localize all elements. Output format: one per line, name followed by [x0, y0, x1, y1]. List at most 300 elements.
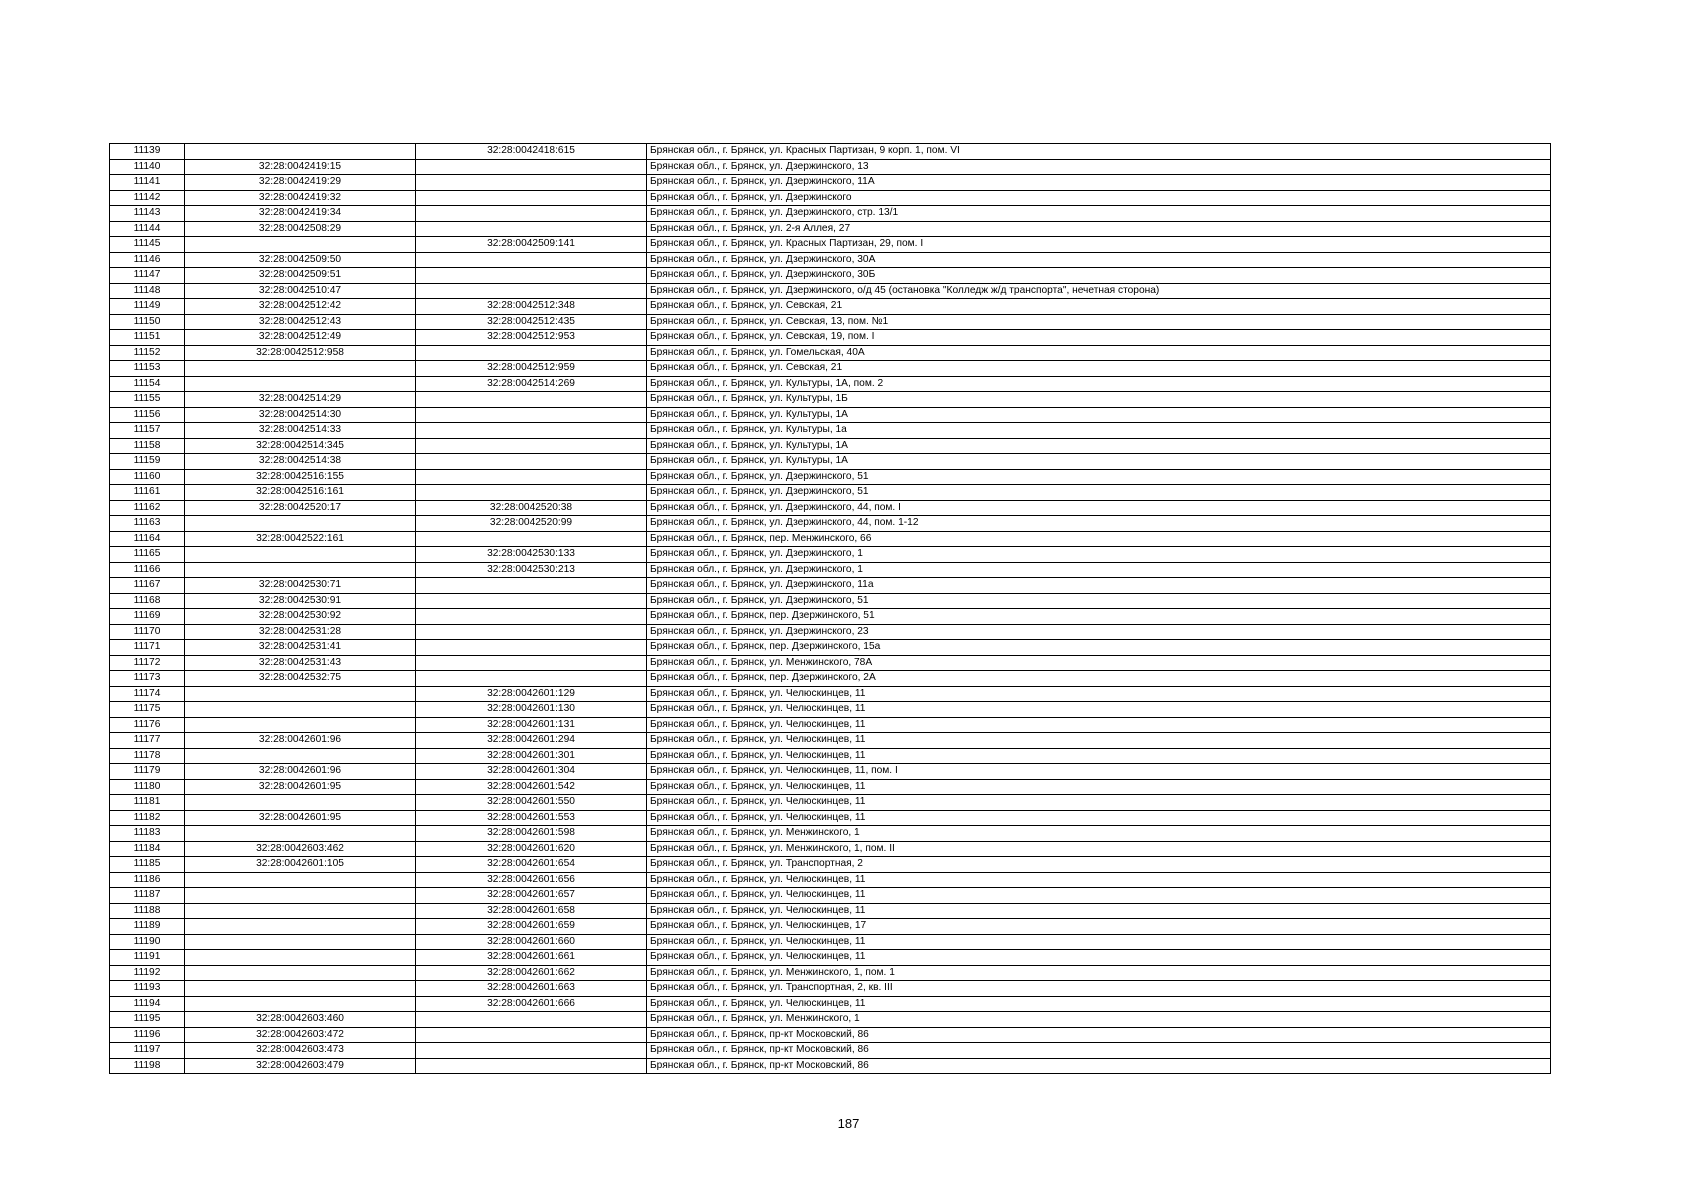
row-number-cell: 11150	[110, 314, 185, 330]
building-cadastral-number-cell	[416, 407, 647, 423]
address-cell: Брянская обл., г. Брянск, ул. Дзержинского, 44, пом. I	[647, 500, 1551, 516]
row-number-cell: 11155	[110, 392, 185, 408]
table-row	[110, 1058, 1551, 1074]
row-number-cell: 11178	[110, 748, 185, 764]
land-cadastral-number-cell: 32:28:0042509:51	[185, 268, 416, 284]
table-row	[110, 531, 1551, 547]
table-row	[110, 717, 1551, 733]
row-number-cell: 11174	[110, 686, 185, 702]
row-number-cell: 11183	[110, 826, 185, 842]
address-cell: Брянская обл., г. Брянск, ул. Челюскинцев, 11	[647, 795, 1551, 811]
address-cell: Брянская обл., г. Брянск, ул. Дзержинского, 44, пом. 1-12	[647, 516, 1551, 532]
table-row	[110, 888, 1551, 904]
row-number-cell: 11188	[110, 903, 185, 919]
land-cadastral-number-cell	[185, 950, 416, 966]
row-number-cell: 11142	[110, 190, 185, 206]
building-cadastral-number-cell: 32:28:0042530:213	[416, 562, 647, 578]
building-cadastral-number-cell: 32:28:0042512:959	[416, 361, 647, 377]
row-number-cell: 11180	[110, 779, 185, 795]
table-row	[110, 841, 1551, 857]
land-cadastral-number-cell	[185, 965, 416, 981]
table-row	[110, 1027, 1551, 1043]
table-row	[110, 795, 1551, 811]
row-number-cell: 11144	[110, 221, 185, 237]
address-cell: Брянская обл., г. Брянск, ул. Челюскинцев, 11	[647, 733, 1551, 749]
land-cadastral-number-cell: 32:28:0042514:30	[185, 407, 416, 423]
address-cell: Брянская обл., г. Брянск, ул. Севская, 21	[647, 361, 1551, 377]
table-row	[110, 361, 1551, 377]
table-row	[110, 996, 1551, 1012]
building-cadastral-number-cell	[416, 469, 647, 485]
building-cadastral-number-cell	[416, 671, 647, 687]
land-cadastral-number-cell: 32:28:0042514:345	[185, 438, 416, 454]
table-row	[110, 624, 1551, 640]
row-number-cell: 11163	[110, 516, 185, 532]
land-cadastral-number-cell: 32:28:0042516:155	[185, 469, 416, 485]
table-row	[110, 810, 1551, 826]
address-cell: Брянская обл., г. Брянск, ул. Челюскинцев, 11	[647, 686, 1551, 702]
land-cadastral-number-cell	[185, 826, 416, 842]
address-cell: Брянская обл., г. Брянск, ул. Челюскинцев, 11, пом. I	[647, 764, 1551, 780]
land-cadastral-number-cell: 32:28:0042601:96	[185, 733, 416, 749]
table-row	[110, 299, 1551, 315]
building-cadastral-number-cell: 32:28:0042601:542	[416, 779, 647, 795]
table-row	[110, 485, 1551, 501]
building-cadastral-number-cell	[416, 252, 647, 268]
building-cadastral-number-cell	[416, 423, 647, 439]
land-cadastral-number-cell: 32:28:0042508:29	[185, 221, 416, 237]
building-cadastral-number-cell	[416, 159, 647, 175]
row-number-cell: 11160	[110, 469, 185, 485]
table-row	[110, 221, 1551, 237]
land-cadastral-number-cell	[185, 981, 416, 997]
table-row	[110, 407, 1551, 423]
row-number-cell: 11196	[110, 1027, 185, 1043]
table-row	[110, 764, 1551, 780]
land-cadastral-number-cell: 32:28:0042419:15	[185, 159, 416, 175]
address-cell: Брянская обл., г. Брянск, ул. Менжинского, 1	[647, 1012, 1551, 1028]
table-row	[110, 671, 1551, 687]
address-cell: Брянская обл., г. Брянск, ул. Культуры, 1А	[647, 407, 1551, 423]
table-row	[110, 500, 1551, 516]
land-cadastral-number-cell: 32:28:0042530:71	[185, 578, 416, 594]
land-cadastral-number-cell: 32:28:0042603:473	[185, 1043, 416, 1059]
row-number-cell: 11193	[110, 981, 185, 997]
table-row	[110, 857, 1551, 873]
table-row	[110, 1043, 1551, 1059]
land-cadastral-number-cell: 32:28:0042512:958	[185, 345, 416, 361]
row-number-cell: 11158	[110, 438, 185, 454]
row-number-cell: 11189	[110, 919, 185, 935]
land-cadastral-number-cell: 32:28:0042601:96	[185, 764, 416, 780]
table-row	[110, 593, 1551, 609]
building-cadastral-number-cell	[416, 531, 647, 547]
building-cadastral-number-cell: 32:28:0042512:348	[416, 299, 647, 315]
row-number-cell: 11176	[110, 717, 185, 733]
land-cadastral-number-cell	[185, 872, 416, 888]
land-cadastral-number-cell: 32:28:0042509:50	[185, 252, 416, 268]
row-number-cell: 11173	[110, 671, 185, 687]
row-number-cell: 11151	[110, 330, 185, 346]
land-cadastral-number-cell	[185, 888, 416, 904]
table-row	[110, 1012, 1551, 1028]
address-cell: Брянская обл., г. Брянск, пер. Дзержинского, 51	[647, 609, 1551, 625]
table-row	[110, 562, 1551, 578]
building-cadastral-number-cell: 32:28:0042520:38	[416, 500, 647, 516]
row-number-cell: 11171	[110, 640, 185, 656]
address-cell: Брянская обл., г. Брянск, пер. Дзержинского, 2А	[647, 671, 1551, 687]
land-cadastral-number-cell: 32:28:0042603:472	[185, 1027, 416, 1043]
table-row	[110, 733, 1551, 749]
row-number-cell: 11190	[110, 934, 185, 950]
building-cadastral-number-cell: 32:28:0042601:666	[416, 996, 647, 1012]
building-cadastral-number-cell	[416, 190, 647, 206]
table-row	[110, 469, 1551, 485]
address-cell: Брянская обл., г. Брянск, ул. Дзержинского, 1	[647, 562, 1551, 578]
land-cadastral-number-cell: 32:28:0042603:460	[185, 1012, 416, 1028]
building-cadastral-number-cell	[416, 175, 647, 191]
table-row	[110, 190, 1551, 206]
building-cadastral-number-cell	[416, 221, 647, 237]
address-cell: Брянская обл., г. Брянск, ул. Дзержинского, 30А	[647, 252, 1551, 268]
table-row	[110, 826, 1551, 842]
address-cell: Брянская обл., г. Брянск, ул. Дзержинского, 51	[647, 593, 1551, 609]
address-cell: Брянская обл., г. Брянск, ул. Дзержинского, 51	[647, 485, 1551, 501]
row-number-cell: 11140	[110, 159, 185, 175]
row-number-cell: 11162	[110, 500, 185, 516]
land-cadastral-number-cell: 32:28:0042419:29	[185, 175, 416, 191]
table-row	[110, 376, 1551, 392]
table-row	[110, 655, 1551, 671]
address-cell: Брянская обл., г. Брянск, ул. Культуры, 1Б	[647, 392, 1551, 408]
land-cadastral-number-cell	[185, 547, 416, 563]
row-number-cell: 11185	[110, 857, 185, 873]
row-number-cell: 11167	[110, 578, 185, 594]
address-cell: Брянская обл., г. Брянск, ул. Севская, 21	[647, 299, 1551, 315]
page-number: 187	[837, 1116, 860, 1131]
table-row	[110, 686, 1551, 702]
land-cadastral-number-cell: 32:28:0042601:95	[185, 779, 416, 795]
address-cell: Брянская обл., г. Брянск, ул. Культуры, 1А, пом. 2	[647, 376, 1551, 392]
address-cell: Брянская обл., г. Брянск, ул. Культуры, 1А	[647, 438, 1551, 454]
table-row	[110, 454, 1551, 470]
row-number-cell: 11187	[110, 888, 185, 904]
address-cell: Брянская обл., г. Брянск, ул. Дзержинского, 30Б	[647, 268, 1551, 284]
address-cell: Брянская обл., г. Брянск, ул. Гомельская, 40А	[647, 345, 1551, 361]
building-cadastral-number-cell	[416, 454, 647, 470]
land-cadastral-number-cell	[185, 686, 416, 702]
row-number-cell: 11157	[110, 423, 185, 439]
land-cadastral-number-cell: 32:28:0042516:161	[185, 485, 416, 501]
building-cadastral-number-cell: 32:28:0042418:615	[416, 144, 647, 160]
land-cadastral-number-cell	[185, 361, 416, 377]
address-cell: Брянская обл., г. Брянск, пер. Дзержинского, 15а	[647, 640, 1551, 656]
land-cadastral-number-cell	[185, 702, 416, 718]
address-cell: Брянская обл., г. Брянск, ул. Менжинского, 78А	[647, 655, 1551, 671]
table-row	[110, 268, 1551, 284]
building-cadastral-number-cell: 32:28:0042530:133	[416, 547, 647, 563]
land-cadastral-number-cell	[185, 934, 416, 950]
address-cell: Брянская обл., г. Брянск, ул. Челюскинцев, 11	[647, 748, 1551, 764]
land-cadastral-number-cell: 32:28:0042601:105	[185, 857, 416, 873]
address-cell: Брянская обл., г. Брянск, ул. Дзержинского, 51	[647, 469, 1551, 485]
row-number-cell: 11181	[110, 795, 185, 811]
row-number-cell: 11159	[110, 454, 185, 470]
land-cadastral-number-cell: 32:28:0042522:161	[185, 531, 416, 547]
address-cell: Брянская обл., г. Брянск, ул. Челюскинцев, 11	[647, 903, 1551, 919]
building-cadastral-number-cell: 32:28:0042601:662	[416, 965, 647, 981]
table-row	[110, 206, 1551, 222]
address-cell: Брянская обл., г. Брянск, ул. Дзержинского	[647, 190, 1551, 206]
row-number-cell: 11156	[110, 407, 185, 423]
address-cell: Брянская обл., г. Брянск, ул. Челюскинцев, 17	[647, 919, 1551, 935]
address-cell: Брянская обл., г. Брянск, ул. Челюскинцев, 11	[647, 888, 1551, 904]
row-number-cell: 11191	[110, 950, 185, 966]
row-number-cell: 11170	[110, 624, 185, 640]
address-cell: Брянская обл., г. Брянск, ул. Красных Партизан, 29, пом. I	[647, 237, 1551, 253]
table-row	[110, 547, 1551, 563]
address-cell: Брянская обл., г. Брянск, ул. Челюскинцев, 11	[647, 810, 1551, 826]
row-number-cell: 11149	[110, 299, 185, 315]
address-cell: Брянская обл., г. Брянск, пр-кт Московский, 86	[647, 1043, 1551, 1059]
table-row	[110, 144, 1551, 160]
row-number-cell: 11148	[110, 283, 185, 299]
table-row	[110, 516, 1551, 532]
address-cell: Брянская обл., г. Брянск, пр-кт Московский, 86	[647, 1027, 1551, 1043]
address-cell: Брянская обл., г. Брянск, ул. 2-я Аллея, 27	[647, 221, 1551, 237]
table-row	[110, 345, 1551, 361]
building-cadastral-number-cell	[416, 1058, 647, 1074]
building-cadastral-number-cell: 32:28:0042601:661	[416, 950, 647, 966]
land-cadastral-number-cell	[185, 996, 416, 1012]
building-cadastral-number-cell: 32:28:0042601:620	[416, 841, 647, 857]
row-number-cell: 11152	[110, 345, 185, 361]
row-number-cell: 11143	[110, 206, 185, 222]
building-cadastral-number-cell: 32:28:0042601:304	[416, 764, 647, 780]
row-number-cell: 11169	[110, 609, 185, 625]
land-cadastral-number-cell: 32:28:0042603:462	[185, 841, 416, 857]
land-cadastral-number-cell	[185, 237, 416, 253]
row-number-cell: 11177	[110, 733, 185, 749]
address-cell: Брянская обл., г. Брянск, ул. Менжинского, 1, пом. 1	[647, 965, 1551, 981]
table-row	[110, 934, 1551, 950]
address-cell: Брянская обл., г. Брянск, ул. Менжинского, 1	[647, 826, 1551, 842]
address-cell: Брянская обл., г. Брянск, ул. Культуры, 1а	[647, 423, 1551, 439]
building-cadastral-number-cell	[416, 609, 647, 625]
table-row	[110, 950, 1551, 966]
land-cadastral-number-cell: 32:28:0042512:49	[185, 330, 416, 346]
land-cadastral-number-cell: 32:28:0042512:42	[185, 299, 416, 315]
land-cadastral-number-cell: 32:28:0042514:38	[185, 454, 416, 470]
row-number-cell: 11172	[110, 655, 185, 671]
address-cell: Брянская обл., г. Брянск, ул. Дзержинского, о/д 45 (остановка "Колледж ж/д транспорта", нечетная сторона)	[647, 283, 1551, 299]
land-cadastral-number-cell	[185, 919, 416, 935]
address-cell: Брянская обл., г. Брянск, ул. Челюскинцев, 11	[647, 872, 1551, 888]
row-number-cell: 11197	[110, 1043, 185, 1059]
land-cadastral-number-cell	[185, 903, 416, 919]
building-cadastral-number-cell: 32:28:0042520:99	[416, 516, 647, 532]
land-cadastral-number-cell: 32:28:0042510:47	[185, 283, 416, 299]
row-number-cell: 11175	[110, 702, 185, 718]
building-cadastral-number-cell: 32:28:0042601:660	[416, 934, 647, 950]
table-row	[110, 423, 1551, 439]
land-cadastral-number-cell	[185, 144, 416, 160]
address-cell: Брянская обл., г. Брянск, ул. Дзержинского, 11а	[647, 578, 1551, 594]
building-cadastral-number-cell: 32:28:0042601:294	[416, 733, 647, 749]
land-cadastral-number-cell: 32:28:0042514:29	[185, 392, 416, 408]
address-cell: Брянская обл., г. Брянск, ул. Челюскинцев, 11	[647, 717, 1551, 733]
land-cadastral-number-cell: 32:28:0042520:17	[185, 500, 416, 516]
land-cadastral-number-cell: 32:28:0042531:43	[185, 655, 416, 671]
land-cadastral-number-cell: 32:28:0042512:43	[185, 314, 416, 330]
building-cadastral-number-cell	[416, 640, 647, 656]
building-cadastral-number-cell	[416, 392, 647, 408]
address-cell: Брянская обл., г. Брянск, ул. Севская, 13, пом. №1	[647, 314, 1551, 330]
row-number-cell: 11146	[110, 252, 185, 268]
address-cell: Брянская обл., г. Брянск, ул. Челюскинцев, 11	[647, 779, 1551, 795]
table-row	[110, 748, 1551, 764]
row-number-cell: 11166	[110, 562, 185, 578]
row-number-cell: 11168	[110, 593, 185, 609]
row-number-cell: 11147	[110, 268, 185, 284]
land-cadastral-number-cell: 32:28:0042601:95	[185, 810, 416, 826]
building-cadastral-number-cell	[416, 578, 647, 594]
building-cadastral-number-cell	[416, 1012, 647, 1028]
cadastral-registry-table	[109, 143, 1551, 1074]
building-cadastral-number-cell: 32:28:0042601:301	[416, 748, 647, 764]
address-cell: Брянская обл., г. Брянск, пер. Менжинского, 66	[647, 531, 1551, 547]
row-number-cell: 11165	[110, 547, 185, 563]
land-cadastral-number-cell: 32:28:0042532:75	[185, 671, 416, 687]
row-number-cell: 11186	[110, 872, 185, 888]
address-cell: Брянская обл., г. Брянск, ул. Челюскинцев, 11	[647, 950, 1551, 966]
building-cadastral-number-cell: 32:28:0042509:141	[416, 237, 647, 253]
address-cell: Брянская обл., г. Брянск, ул. Дзержинского, 11А	[647, 175, 1551, 191]
table-row	[110, 981, 1551, 997]
land-cadastral-number-cell	[185, 516, 416, 532]
address-cell: Брянская обл., г. Брянск, ул. Челюскинцев, 11	[647, 934, 1551, 950]
table-row	[110, 903, 1551, 919]
table-row	[110, 283, 1551, 299]
building-cadastral-number-cell: 32:28:0042601:553	[416, 810, 647, 826]
row-number-cell: 11161	[110, 485, 185, 501]
row-number-cell: 11154	[110, 376, 185, 392]
land-cadastral-number-cell	[185, 795, 416, 811]
land-cadastral-number-cell: 32:28:0042530:91	[185, 593, 416, 609]
building-cadastral-number-cell: 32:28:0042601:663	[416, 981, 647, 997]
table-row	[110, 872, 1551, 888]
building-cadastral-number-cell	[416, 206, 647, 222]
land-cadastral-number-cell	[185, 748, 416, 764]
table-row	[110, 314, 1551, 330]
row-number-cell: 11179	[110, 764, 185, 780]
address-cell: Брянская обл., г. Брянск, ул. Транспортная, 2	[647, 857, 1551, 873]
table-row	[110, 919, 1551, 935]
row-number-cell: 11184	[110, 841, 185, 857]
land-cadastral-number-cell: 32:28:0042603:479	[185, 1058, 416, 1074]
address-cell: Брянская обл., г. Брянск, ул. Дзержинского, 1	[647, 547, 1551, 563]
building-cadastral-number-cell: 32:28:0042601:658	[416, 903, 647, 919]
building-cadastral-number-cell: 32:28:0042512:953	[416, 330, 647, 346]
address-cell: Брянская обл., г. Брянск, ул. Дзержинского, 23	[647, 624, 1551, 640]
building-cadastral-number-cell	[416, 624, 647, 640]
land-cadastral-number-cell: 32:28:0042531:41	[185, 640, 416, 656]
building-cadastral-number-cell: 32:28:0042601:656	[416, 872, 647, 888]
land-cadastral-number-cell	[185, 717, 416, 733]
building-cadastral-number-cell	[416, 283, 647, 299]
building-cadastral-number-cell: 32:28:0042601:657	[416, 888, 647, 904]
row-number-cell: 11195	[110, 1012, 185, 1028]
address-cell: Брянская обл., г. Брянск, ул. Челюскинцев, 11	[647, 702, 1551, 718]
address-cell: Брянская обл., г. Брянск, ул. Менжинского, 1, пом. II	[647, 841, 1551, 857]
building-cadastral-number-cell: 32:28:0042601:598	[416, 826, 647, 842]
table-row	[110, 175, 1551, 191]
address-cell: Брянская обл., г. Брянск, ул. Челюскинцев, 11	[647, 996, 1551, 1012]
address-cell: Брянская обл., г. Брянск, ул. Севская, 19, пом. I	[647, 330, 1551, 346]
building-cadastral-number-cell	[416, 268, 647, 284]
building-cadastral-number-cell: 32:28:0042514:269	[416, 376, 647, 392]
building-cadastral-number-cell	[416, 1027, 647, 1043]
building-cadastral-number-cell	[416, 593, 647, 609]
row-number-cell: 11153	[110, 361, 185, 377]
table-row	[110, 330, 1551, 346]
building-cadastral-number-cell: 32:28:0042601:659	[416, 919, 647, 935]
table-row	[110, 237, 1551, 253]
building-cadastral-number-cell	[416, 438, 647, 454]
address-cell: Брянская обл., г. Брянск, ул. Красных Партизан, 9 корп. 1, пом. VI	[647, 144, 1551, 160]
land-cadastral-number-cell: 32:28:0042419:32	[185, 190, 416, 206]
address-cell: Брянская обл., г. Брянск, ул. Дзержинского, стр. 13/1	[647, 206, 1551, 222]
land-cadastral-number-cell: 32:28:0042419:34	[185, 206, 416, 222]
table-row	[110, 702, 1551, 718]
building-cadastral-number-cell	[416, 345, 647, 361]
building-cadastral-number-cell: 32:28:0042601:129	[416, 686, 647, 702]
table-row	[110, 159, 1551, 175]
row-number-cell: 11198	[110, 1058, 185, 1074]
table-row	[110, 578, 1551, 594]
building-cadastral-number-cell: 32:28:0042601:654	[416, 857, 647, 873]
building-cadastral-number-cell	[416, 1043, 647, 1059]
land-cadastral-number-cell: 32:28:0042514:33	[185, 423, 416, 439]
table-row	[110, 392, 1551, 408]
table-row	[110, 609, 1551, 625]
row-number-cell: 11192	[110, 965, 185, 981]
address-cell: Брянская обл., г. Брянск, ул. Дзержинского, 13	[647, 159, 1551, 175]
land-cadastral-number-cell: 32:28:0042531:28	[185, 624, 416, 640]
building-cadastral-number-cell: 32:28:0042601:550	[416, 795, 647, 811]
building-cadastral-number-cell: 32:28:0042601:131	[416, 717, 647, 733]
table-row	[110, 965, 1551, 981]
row-number-cell: 11194	[110, 996, 185, 1012]
building-cadastral-number-cell: 32:28:0042601:130	[416, 702, 647, 718]
table-row	[110, 438, 1551, 454]
table-row	[110, 779, 1551, 795]
registry-table-body	[110, 144, 1551, 1074]
row-number-cell: 11145	[110, 237, 185, 253]
building-cadastral-number-cell	[416, 655, 647, 671]
land-cadastral-number-cell	[185, 562, 416, 578]
row-number-cell: 11164	[110, 531, 185, 547]
table-row	[110, 252, 1551, 268]
address-cell: Брянская обл., г. Брянск, пр-кт Московский, 86	[647, 1058, 1551, 1074]
land-cadastral-number-cell: 32:28:0042530:92	[185, 609, 416, 625]
land-cadastral-number-cell	[185, 376, 416, 392]
row-number-cell: 11141	[110, 175, 185, 191]
building-cadastral-number-cell: 32:28:0042512:435	[416, 314, 647, 330]
row-number-cell: 11139	[110, 144, 185, 160]
address-cell: Брянская обл., г. Брянск, ул. Культуры, 1А	[647, 454, 1551, 470]
address-cell: Брянская обл., г. Брянск, ул. Транспортная, 2, кв. III	[647, 981, 1551, 997]
